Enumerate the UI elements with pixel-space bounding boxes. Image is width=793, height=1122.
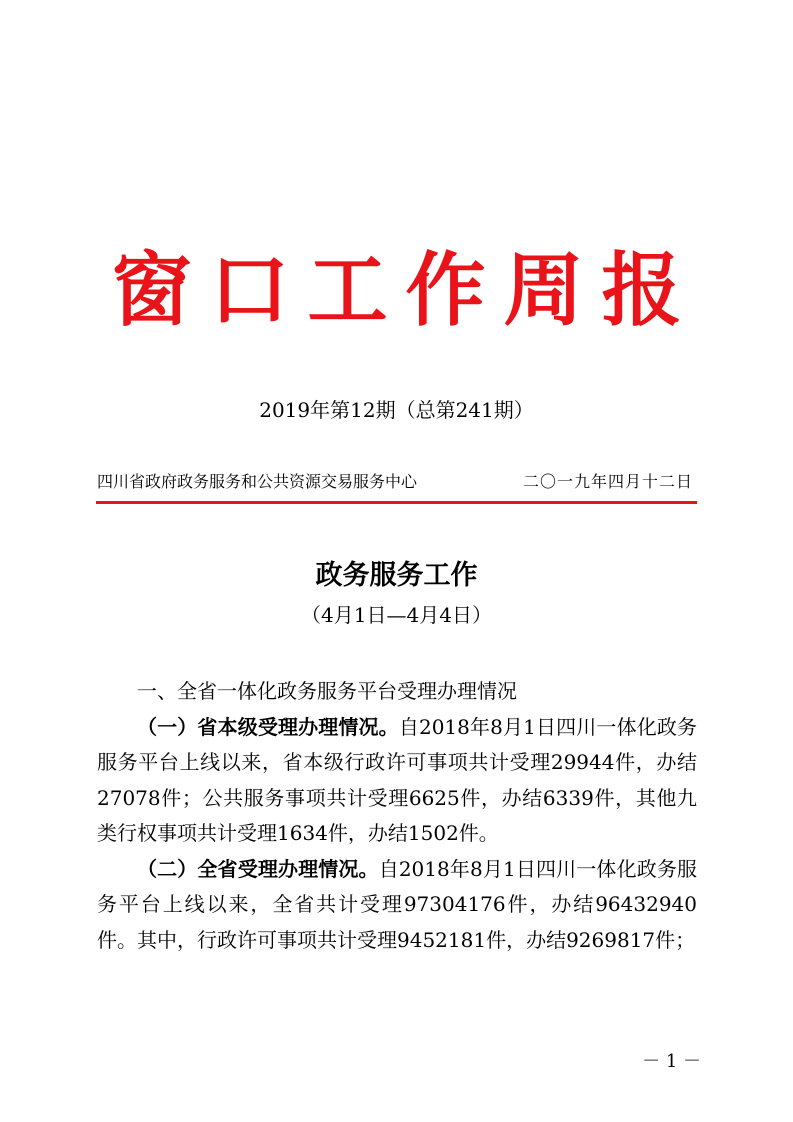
red-divider [96, 501, 697, 504]
paragraph-text: 自2018年8月1日四川一体化政务服务平台上线以来，全省共计受理97304176件，办结96432940件。其中，行政许可事项共计受理9452181件，办结9269817件； [97, 856, 697, 952]
heading-level-1: 一、全省一体化政务服务平台受理办理情况 [137, 679, 517, 703]
paragraph-province-wide [97, 852, 697, 959]
body-text [97, 674, 697, 958]
section-title: 政务服务工作 [315, 560, 478, 591]
paragraph-provincial-level [97, 710, 697, 852]
paragraph-text: 自2018年8月1日四川一体化政务服务平台上线以来，省本级行政许可事项共计受理29944件，办结27078件；公共服务事项共计受理6625件，办结6339件，其他九类行权事项共计受理1634件，办结1502件。 [97, 714, 697, 845]
paragraph-lead: （二）全省受理办理情况。 [137, 856, 379, 881]
publish-date: 二〇一九年四月十二日 [522, 472, 693, 491]
publisher-name: 四川省政府政务服务和公共资源交易服务中心 [97, 472, 418, 491]
masthead-title: 窗口工作周报 [111, 243, 700, 337]
page-number: － 1 － [642, 1051, 701, 1072]
paragraph-lead: （一）省本级受理办理情况。 [137, 714, 399, 739]
issue-number: 2019年第12期（总第241期） [259, 398, 534, 422]
section-period: （4月1日—4月4日） [301, 603, 492, 627]
publisher-row [97, 468, 697, 496]
